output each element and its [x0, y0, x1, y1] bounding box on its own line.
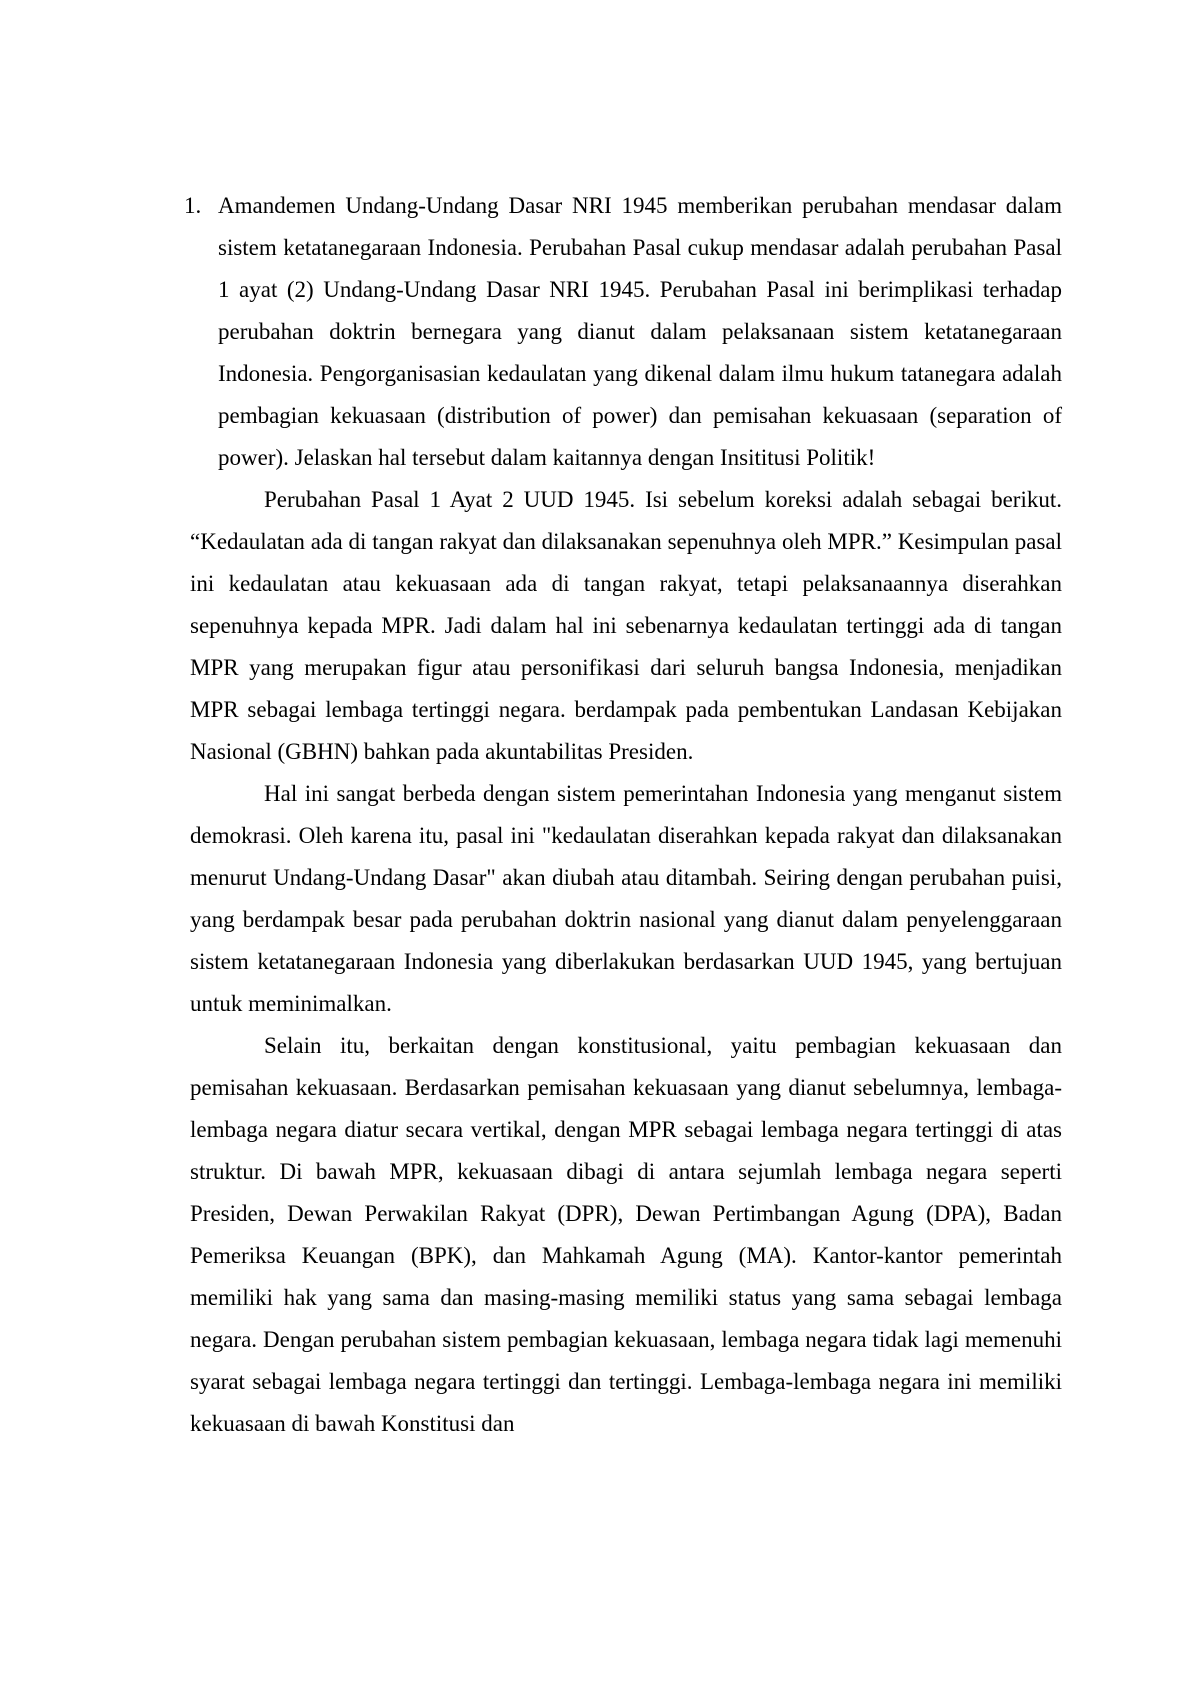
question-item [184, 185, 1062, 479]
document-body [184, 185, 1062, 1445]
answer-paragraph-2: Hal ini sangat berbeda dengan sistem pemerintahan Indonesia yang menganut sistem demokrasi. Oleh karena itu, pasal ini "kedaulatan diserahkan kepada rakyat dan dilaksanakan menurut Undang-Undang Dasar" akan diubah atau ditambah. Seiring dengan perubahan puisi, yang berdampak besar pada perubahan doktrin nasional yang dianut dalam penyelenggaraan sistem ketatanegaraan Indonesia yang diberlakukan berdasarkan UUD 1945, yang bertujuan untuk meminimalkan. [190, 781, 1062, 1016]
question-text: Amandemen Undang-Undang Dasar NRI 1945 memberikan perubahan mendasar dalam sistem ketatanegaraan Indonesia. Perubahan Pasal cukup mendasar adalah perubahan Pasal 1 ayat (2) Undang-Undang Dasar NRI 1945. Perubahan Pasal ini berimplikasi terhadap perubahan doktrin bernegara yang dianut dalam pelaksanaan sistem ketatanegaraan Indonesia. Pengorganisasian kedaulatan yang dikenal dalam ilmu hukum tatanegara adalah pembagian kekuasaan (distribution of power) dan pemisahan kekuasaan (separation of power). Jelaskan hal tersebut dalam kaitannya dengan Insititusi Politik! [218, 193, 1062, 470]
question-number: 1. [184, 193, 202, 218]
answer-paragraph-3: Selain itu, berkaitan dengan konstitusional, yaitu pembagian kekuasaan dan pemisahan kekuasaan. Berdasarkan pemisahan kekuasaan yang dianut sebelumnya, lembaga-lembaga negara diatur secara vertikal, dengan MPR sebagai lembaga negara tertinggi di atas struktur. Di bawah MPR, kekuasaan dibagi di antara sejumlah lembaga negara seperti Presiden, Dewan Perwakilan Rakyat (DPR), Dewan Pertimbangan Agung (DPA), Badan Pemeriksa Keuangan (BPK), dan Mahkamah Agung (MA). Kantor-kantor pemerintah memiliki hak yang sama dan masing-masing memiliki status yang sama sebagai lembaga negara. Dengan perubahan sistem pembagian kekuasaan, lembaga negara tidak lagi memenuhi syarat sebagai lembaga negara tertinggi dan tertinggi. Lembaga-lembaga negara ini memiliki kekuasaan di bawah Konstitusi dan [190, 1033, 1062, 1436]
answer-paragraph-1: Perubahan Pasal 1 Ayat 2 UUD 1945. Isi sebelum koreksi adalah sebagai berikut. “Kedaulatan ada di tangan rakyat dan dilaksanakan sepenuhnya oleh MPR.” Kesimpulan pasal ini kedaulatan atau kekuasaan ada di tangan rakyat, tetapi pelaksanaannya diserahkan sepenuhnya kepada MPR. Jadi dalam hal ini sebenarnya kedaulatan tertinggi ada di tangan MPR yang merupakan figur atau personifikasi dari seluruh bangsa Indonesia, menjadikan MPR sebagai lembaga tertinggi negara. berdampak pada pembentukan Landasan Kebijakan Nasional (GBHN) bahkan pada akuntabilitas Presiden. [190, 487, 1062, 764]
